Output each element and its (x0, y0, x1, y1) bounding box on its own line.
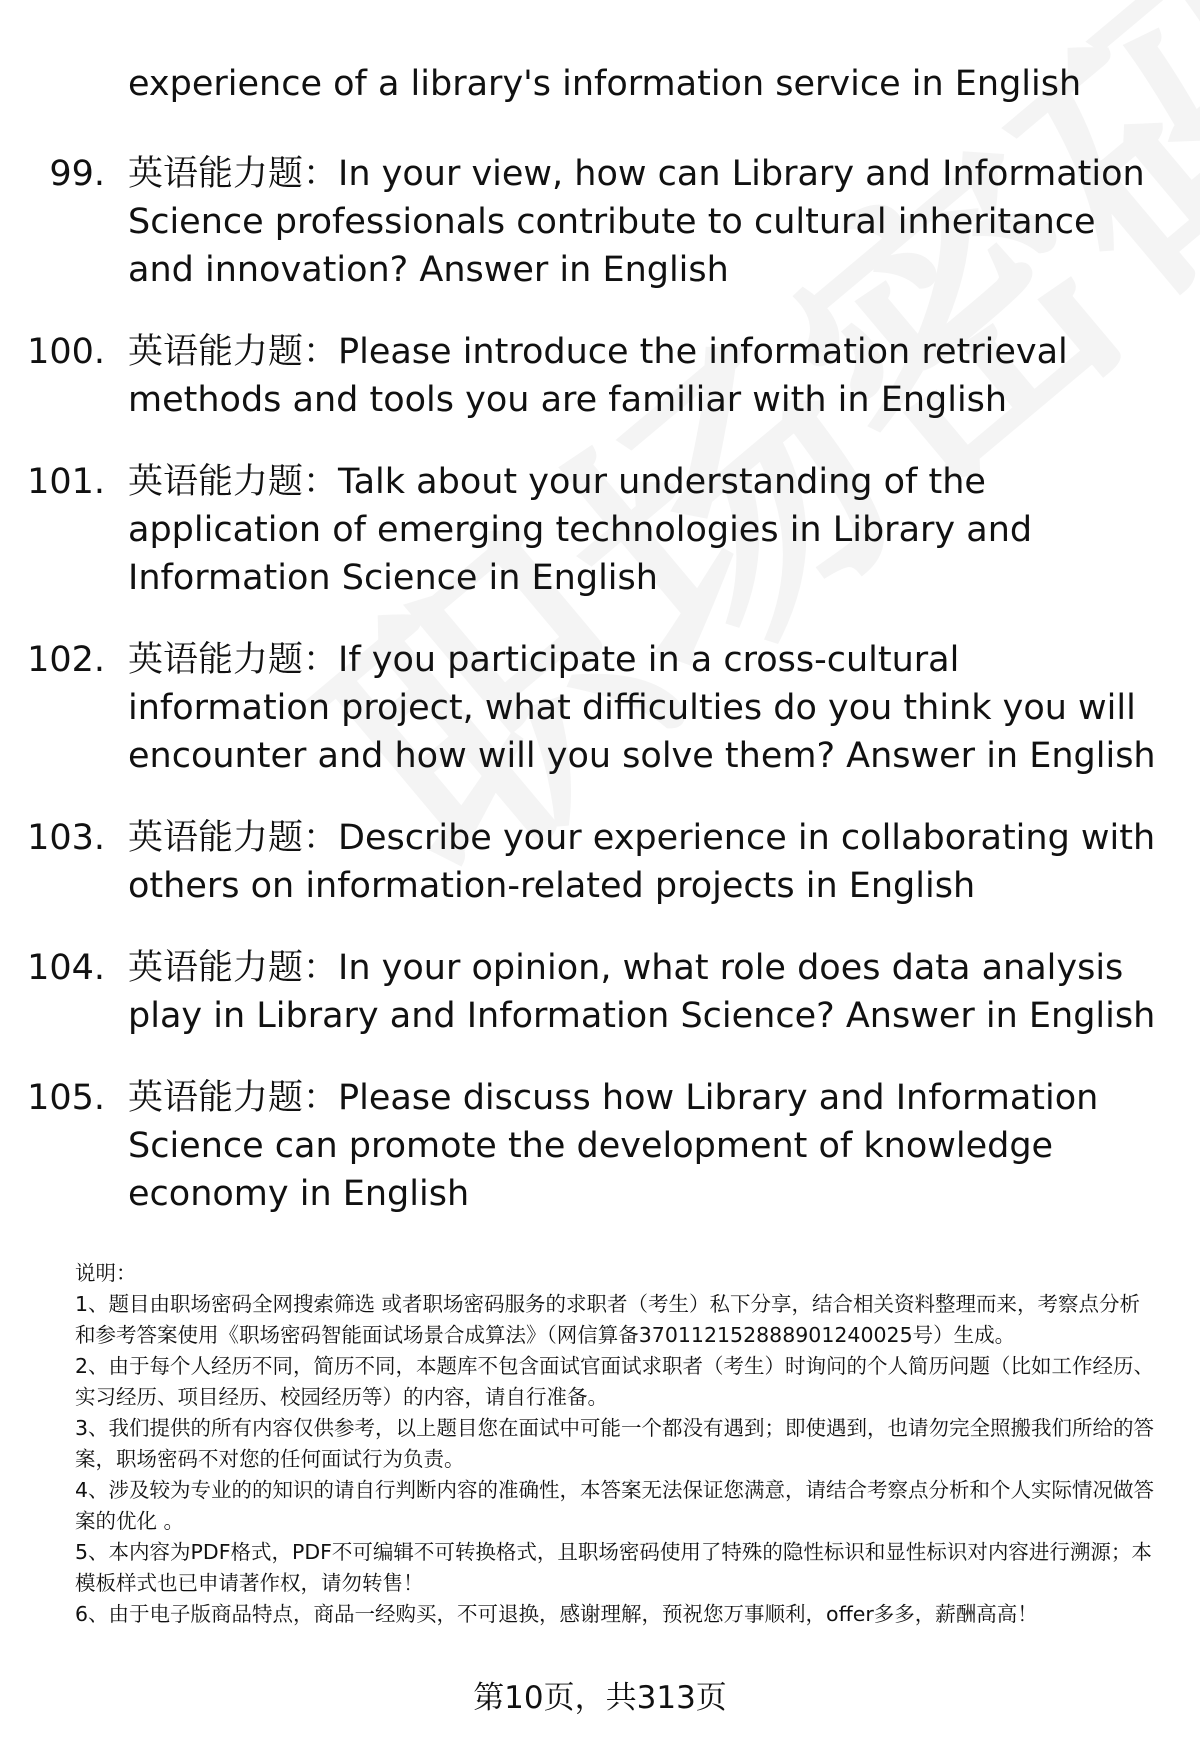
note-item: 5、本内容为PDF格式，PDF不可编辑不可转换格式，且职场密码使用了特殊的隐性标识和显性标识对内容进行溯源；本模板样式也已申请著作权，请勿转售！ (75, 1540, 1152, 1595)
page-number-footer: 第10页，共313页 (473, 1680, 727, 1716)
question-text: 英语能力题：In your opinion, what role does data analysis play in Library and Information Science? Answer in English (128, 948, 1156, 1036)
question-list (0, 150, 1200, 1252)
question-number: 100. (27, 332, 105, 372)
question-item (0, 814, 1200, 910)
question-text: 英语能力题：If you participate in a cross-cultural information project, what difficulties do you think you will encounter and how will you solve them? Answer in English (128, 640, 1156, 776)
note-item: 3、我们提供的所有内容仅供参考，以上题目您在面试中可能一个都没有遇到；即使遇到，也请勿完全照搬我们所给的答案，职场密码不对您的任何面试行为负责。 (75, 1416, 1155, 1471)
notes-heading: 说明： (75, 1261, 137, 1285)
question-text: 英语能力题：Please introduce the information retrieval methods and tools you are familiar with in English (128, 332, 1068, 420)
question-number: 101. (27, 462, 105, 502)
question-item (0, 328, 1200, 424)
question-text: 英语能力题：Describe your experience in collaborating with others on information-related projects in English (128, 818, 1156, 906)
notes-section (75, 1258, 1160, 1630)
question-item (0, 944, 1200, 1040)
question-text: 英语能力题：In your view, how can Library and Information Science professionals contribute to cultural inheritance and innovation? Answer in English (128, 154, 1145, 290)
note-item: 4、涉及较为专业的的知识的请自行判断内容的准确性，本答案无法保证您满意，请结合考察点分析和个人实际情况做答案的优化 。 (75, 1478, 1155, 1533)
question-number: 104. (27, 948, 105, 988)
question-text: 英语能力题：Please discuss how Library and Information Science can promote the development of knowledge economy in English (128, 1078, 1099, 1214)
note-item: 2、由于每个人经历不同，简历不同，本题库不包含面试官面试求职者（考生）时询问的个人简历问题（比如工作经历、实习经历、项目经历、校园经历等）的内容，请自行准备。 (75, 1354, 1155, 1409)
question-number: 105. (27, 1078, 105, 1118)
question-text: 英语能力题：Talk about your understanding of the application of emerging technologies in Library and Information Science in English (128, 462, 1033, 598)
note-item: 1、题目由职场密码全网搜索筛选 或者职场密码服务的求职者（考生）私下分享，结合相关资料整理而来，考察点分析和参考答案使用《职场密码智能面试场景合成算法》（网信算备370112152888901240025号）生成。 (75, 1292, 1141, 1347)
question-number: 99. (49, 154, 105, 194)
note-item: 6、由于电子版商品特点，商品一经购买，不可退换，感谢理解，预祝您万事顺利，offer多多，薪酬高高！ (75, 1602, 1038, 1626)
question-item (0, 458, 1200, 602)
question-item (0, 1074, 1200, 1218)
question-item (0, 636, 1200, 780)
question-number: 102. (27, 640, 105, 680)
continuation-text: experience of a library's information service in English (128, 64, 1082, 104)
question-item (0, 150, 1200, 294)
question-number: 103. (27, 818, 105, 858)
